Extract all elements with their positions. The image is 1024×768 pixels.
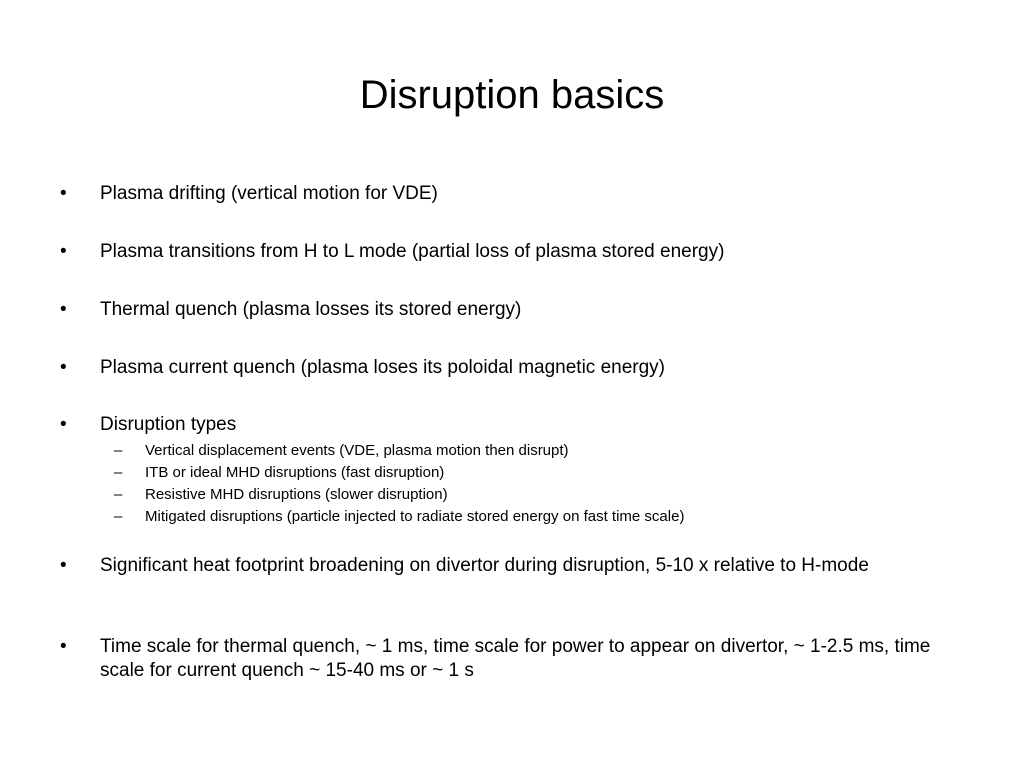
bullet-text: Plasma transitions from H to L mode (partial loss of plasma stored energy) [100, 241, 725, 262]
sub-bullet-item [114, 506, 964, 528]
sub-bullet-text: ITB or ideal MHD disruptions (fast disruption) [145, 464, 445, 481]
bullet-text: Significant heat footprint broadening on divertor during disruption, 5-10 x relative to H-mode [100, 555, 869, 576]
sub-bullet-text: Resistive MHD disruptions (slower disruption) [145, 486, 448, 503]
bullet-item [60, 413, 970, 437]
bullet-item [60, 182, 970, 206]
bullet-marker: • [60, 241, 67, 262]
slide-title: Disruption basics [359, 73, 665, 117]
bullet-item [60, 554, 970, 578]
bullet-item [60, 356, 970, 380]
bullet-text: Thermal quench (plasma losses its stored energy) [100, 299, 522, 320]
sub-bullet-item [114, 484, 964, 506]
sub-bullet-text: Mitigated disruptions (particle injected to radiate stored energy on fast time scale) [145, 508, 685, 525]
bullet-marker: • [60, 357, 67, 378]
bullet-marker: • [60, 299, 67, 320]
bullet-marker: • [60, 555, 67, 576]
sub-bullet-marker: – [114, 464, 123, 481]
sub-bullet-marker: – [114, 442, 123, 459]
bullet-marker: • [60, 183, 67, 204]
sub-bullet-marker: – [114, 508, 123, 525]
bullet-text: Plasma drifting (vertical motion for VDE) [100, 183, 438, 204]
bullet-marker: • [60, 636, 67, 657]
bullet-text: Disruption types [100, 414, 237, 435]
sub-bullet-text: Vertical displacement events (VDE, plasma motion then disrupt) [145, 442, 569, 459]
sub-bullet-item [114, 462, 964, 484]
bullet-text: Plasma current quench (plasma loses its poloidal magnetic energy) [100, 357, 665, 378]
bullet-marker: • [60, 414, 67, 435]
sub-bullet-item [114, 440, 964, 462]
sub-bullet-marker: – [114, 486, 123, 503]
bullet-text: Time scale for thermal quench, ~ 1 ms, time scale for power to appear on divertor, ~ 1-2.5 ms, time scale for current quench ~ 15-40 ms or ~ 1 s [100, 636, 931, 681]
bullet-item [60, 240, 970, 264]
bullet-item [60, 298, 970, 322]
bullet-item [60, 635, 970, 683]
